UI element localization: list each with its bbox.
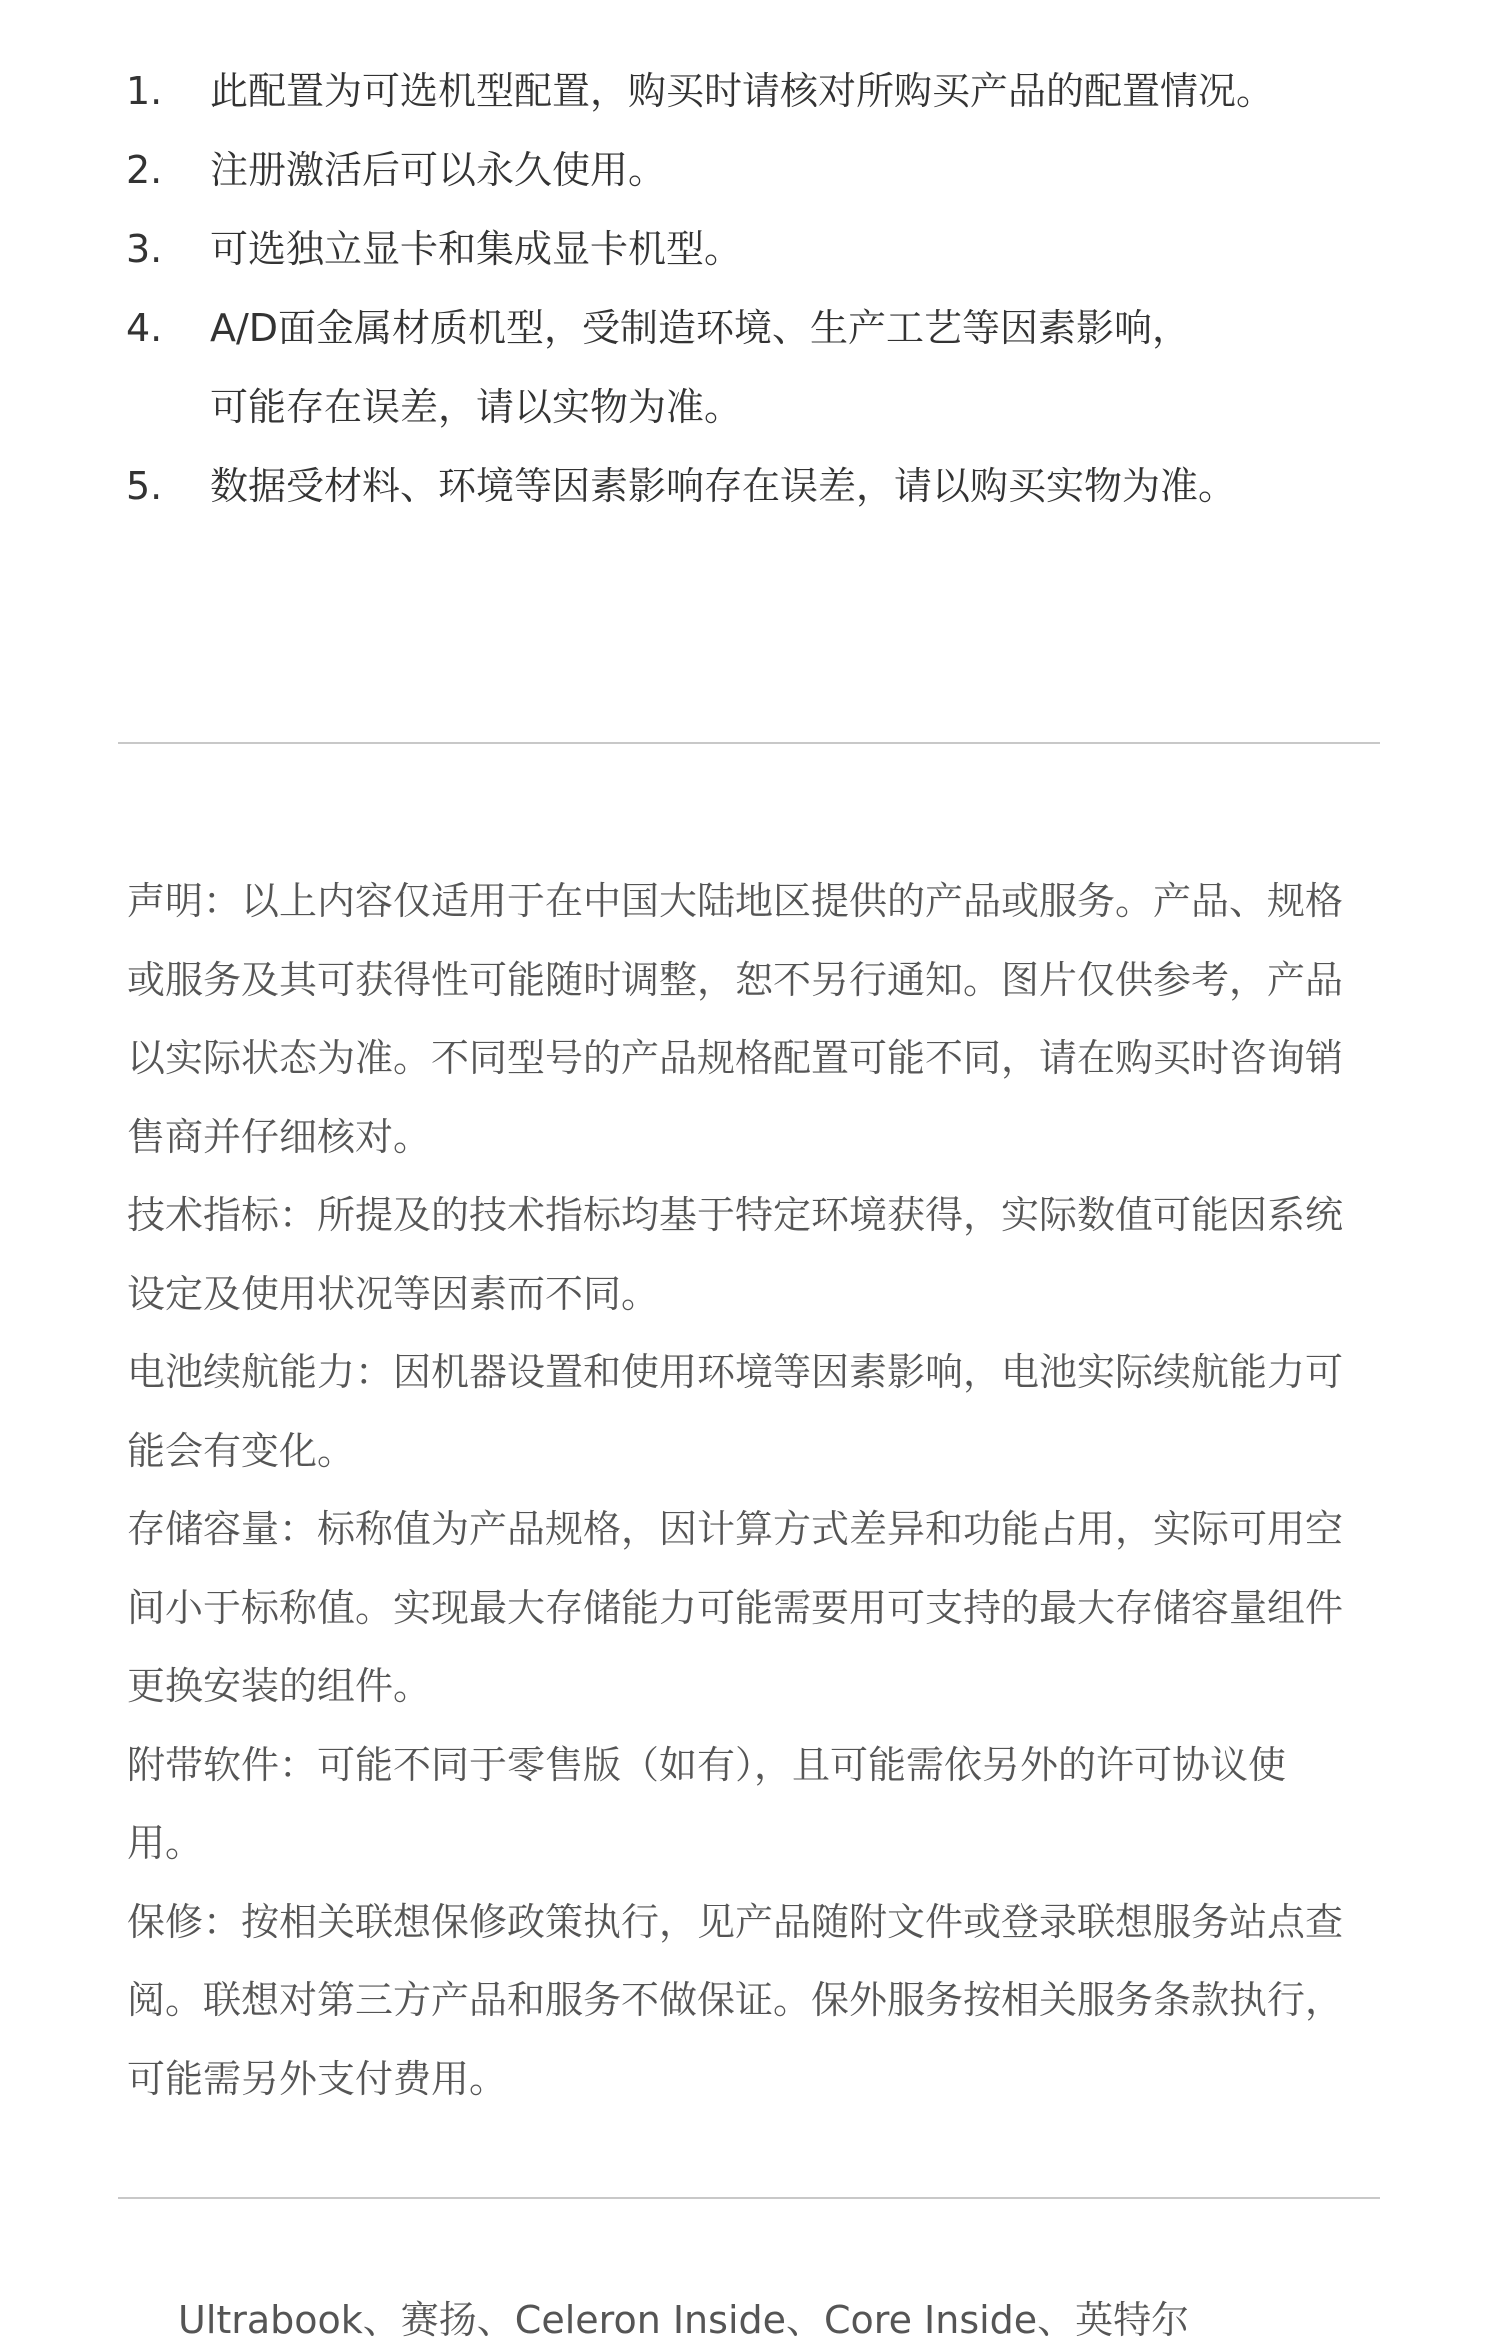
note-item [126,210,1386,289]
note-item [126,131,1386,210]
note-number: 2. [126,148,163,192]
note-number: 5. [126,464,163,508]
note-text: 注册激活后可以永久使用。 [210,148,667,192]
note-item [126,52,1386,131]
divider [118,2197,1380,2199]
note-text: 可选独立显卡和集成显卡机型。 [210,227,743,271]
note-item [126,289,1386,447]
note-number: 1. [126,69,163,113]
note-item [126,447,1386,526]
trademark-notice: Ultrabook、赛扬、Celeron Inside、Core Inside、英特尔 [178,2298,1190,2342]
disclaimer-warranty: 保修：按相关联想保修政策执行，见产品随附文件或登录联想服务站点查阅。联想对第三方产品和服务不做保证。保外服务按相关服务条款执行，可能需另外支付费用。 [127,1899,1344,2101]
note-number: 3. [126,227,163,271]
notes-list [126,52,1386,526]
disclaimer-battery: 电池续航能力：因机器设置和使用环境等因素影响，电池实际续航能力可能会有变化。 [127,1350,1344,1473]
note-text: 此配置为可选机型配置，购买时请核对所购买产品的配置情况。 [210,69,1275,113]
disclaimer-software: 附带软件：可能不同于零售版（如有），且可能需依另外的许可协议使用。 [127,1742,1287,1865]
disclaimer-storage: 存储容量：标称值为产品规格，因计算方式差异和功能占用，实际可用空间小于标称值。实现最大存储能力可能需要用可支持的最大存储容量组件更换安装的组件。 [127,1507,1344,1708]
note-text: A/D面金属材质机型，受制造环境、生产工艺等因素影响， 可能存在误差，请以实物为准。 [210,306,1191,429]
disclaimer-block [127,862,1357,2118]
note-text: 数据受材料、环境等因素影响存在误差，请以购买实物为准。 [210,464,1237,508]
disclaimer-tech-specs: 技术指标：所提及的技术指标均基于特定环境获得，实际数值可能因系统设定及使用状况等因素而不同。 [127,1193,1344,1316]
note-number: 4. [126,306,163,350]
disclaimer-statement: 声明：以上内容仅适用于在中国大陆地区提供的产品或服务。产品、规格或服务及其可获得性可能随时调整，恕不另行通知。图片仅供参考，产品以实际状态为准。不同型号的产品规格配置可能不同，请在购买时咨询销售商并仔细核对。 [127,879,1344,1159]
divider [118,742,1380,744]
